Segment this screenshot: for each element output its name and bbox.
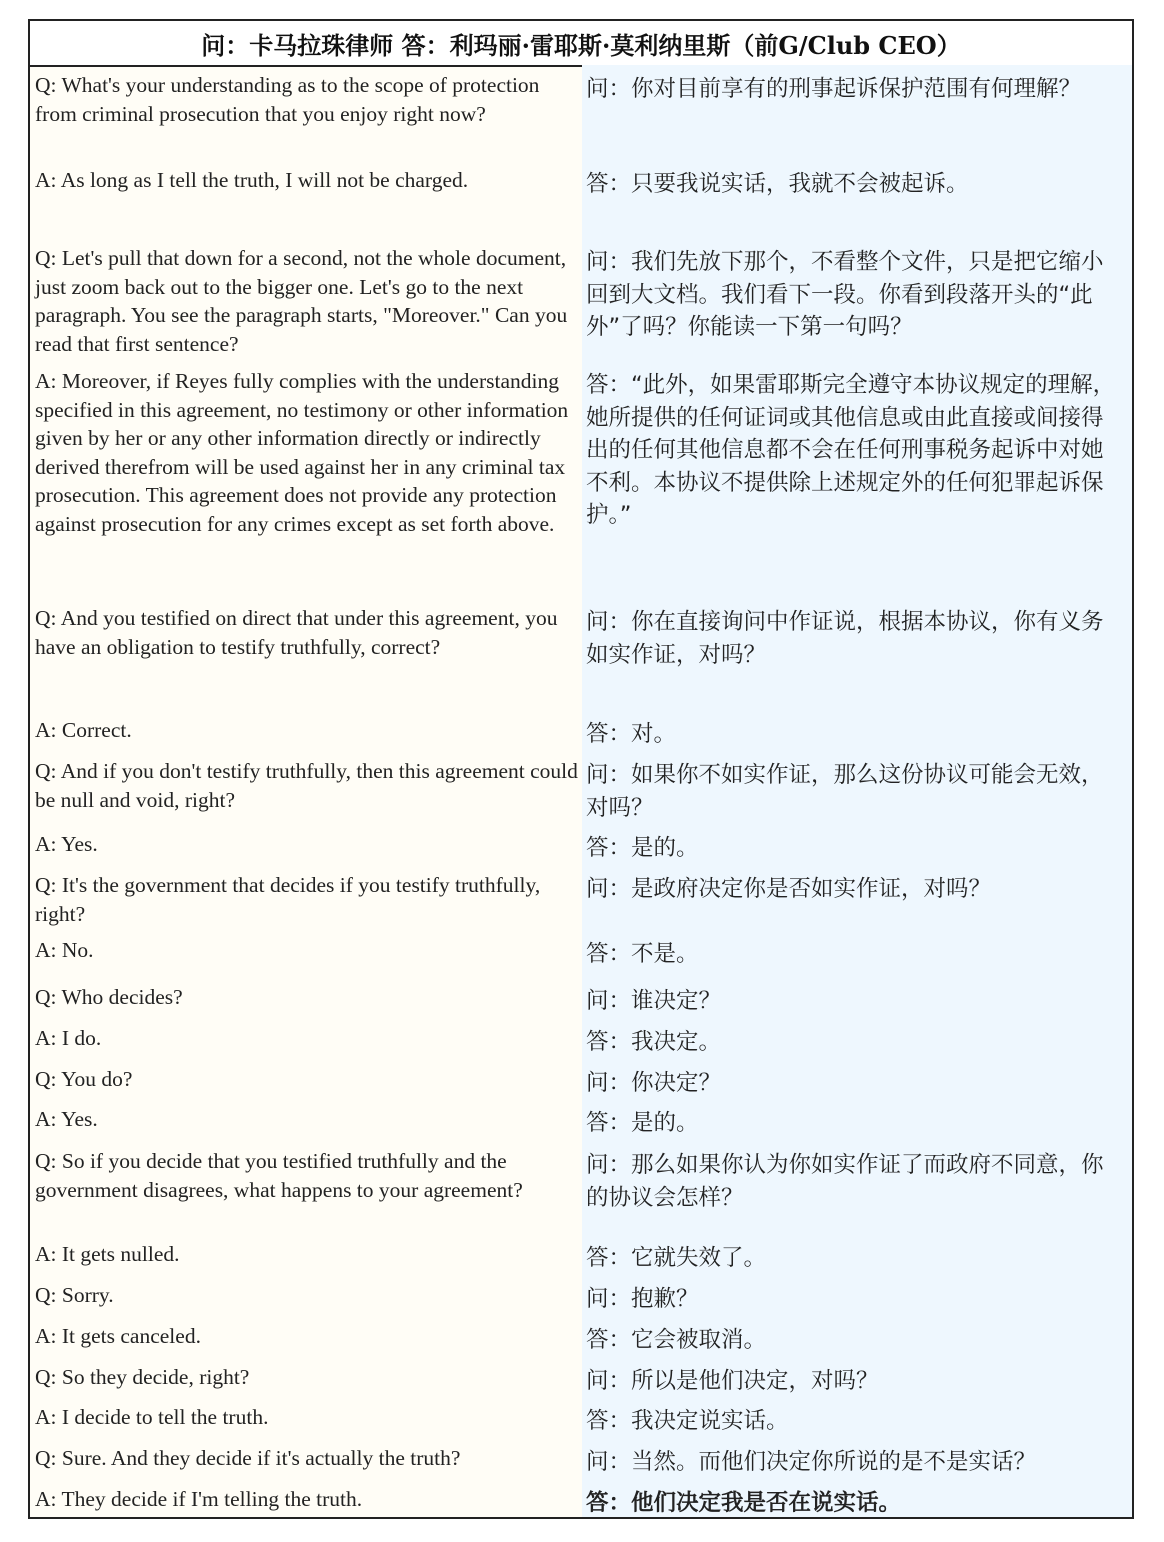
table-header: 问：卡马拉珠律师 答：利玛丽·雷耶斯·莫利纳里斯（前G/Club CEO） [30,21,1132,67]
english-text: A: Correct. [35,718,132,742]
english-text: Q: Sure. And they decide if it's actually the truth? [35,1446,461,1470]
chinese-text: 问：你在直接询问中作证说，根据本协议，你有义务如实作证，对吗？ [586,609,1104,668]
english-text: A: Yes. [35,1107,98,1131]
english-text: Q: You do? [35,1067,133,1091]
english-text: A: No. [35,938,94,962]
english-text: Q: What's your understanding as to the scope of protection from criminal prosecution that you enjoy right now? [35,73,540,126]
english-text: A: I do. [35,1026,102,1050]
english-text: A: Yes. [35,832,98,856]
chinese-text: 问：那么如果你认为你如实作证了而政府不同意，你的协议会怎样？ [586,1152,1104,1211]
transcript-table [28,19,1134,1519]
chinese-text: 问：你对目前享有的刑事起诉保护范围有何理解？ [586,76,1082,102]
chinese-text: 答：只要我说实话，我就不会被起诉。 [586,171,969,197]
chinese-text: 问：你决定？ [586,1070,722,1096]
english-text: Q: And you testified on direct that under this agreement, you have an obligation to testify truthfully, correct? [35,606,558,659]
english-text: Q: So they decide, right? [35,1365,250,1389]
chinese-text: 问：是政府决定你是否如实作证，对吗？ [586,876,992,902]
english-text: A: I decide to tell the truth. [35,1405,269,1429]
english-text: Q: And if you don't testify truthfully, then this agreement could be null and void, right? [35,759,578,812]
english-text: Q: Who decides? [35,985,183,1009]
chinese-text: 答：对。 [586,721,677,747]
chinese-text: 问：所以是他们决定，对吗？ [586,1368,879,1394]
english-text: A: It gets canceled. [35,1324,201,1348]
chinese-text: 答：是的。 [586,1110,699,1136]
english-text: Q: So if you decide that you testified truthfully and the government disagrees, what happens to your agreement? [35,1149,523,1202]
chinese-text: 答：是的。 [586,835,699,861]
english-text: A: Moreover, if Reyes fully complies with the understanding specified in this agreement, no testimony or other information given by her or any other information directly or indirectly derived therefrom will be used against her in any criminal tax prosecution. This agreement does not provide any protection against prosecution for any crimes except as set forth above. [35,369,569,536]
chinese-text: 答：它就失效了。 [586,1245,767,1271]
chinese-text: 答：我决定说实话。 [586,1408,789,1434]
chinese-text: 答：他们决定我是否在说实话。 [586,1490,902,1516]
english-text: Q: It's the government that decides if you testify truthfully, right? [35,873,541,926]
english-text: A: It gets nulled. [35,1242,180,1266]
chinese-text: 答：“此外，如果雷耶斯完全遵守本协议规定的理解，她所提供的任何证词或其他信息或由此直接或间接得出的任何其他信息都不会在任何刑事税务起诉中对她不利。本协议不提供除上述规定外的任何犯罪起诉保护。” [586,372,1116,528]
chinese-text: 问：抱歉？ [586,1286,699,1312]
english-text: A: They decide if I'm telling the truth. [35,1487,363,1511]
chinese-text: 答：它会被取消。 [586,1327,767,1353]
chinese-text: 答：我决定。 [586,1029,722,1055]
transcript-rows [30,65,1132,1517]
chinese-text: 答：不是。 [586,941,699,967]
english-text: Q: Let's pull that down for a second, not the whole document, just zoom back out to the bigger one. Let's go to the next paragraph. You see the paragraph starts, "Moreover." Can you read that first sentence? [35,246,568,356]
english-text: Q: Sorry. [35,1283,114,1307]
chinese-text: 问：如果你不如实作证，那么这份协议可能会无效，对吗？ [586,762,1104,821]
chinese-text: 问：当然。而他们决定你所说的是不是实话？ [586,1449,1037,1475]
chinese-text: 问：我们先放下那个，不看整个文件，只是把它缩小回到大文档。我们看下一段。你看到段落开头的“此外”了吗？你能读一下第一句吗？ [586,249,1104,340]
english-text: A: As long as I tell the truth, I will not be charged. [35,168,469,192]
chinese-text: 问：谁决定？ [586,988,722,1014]
